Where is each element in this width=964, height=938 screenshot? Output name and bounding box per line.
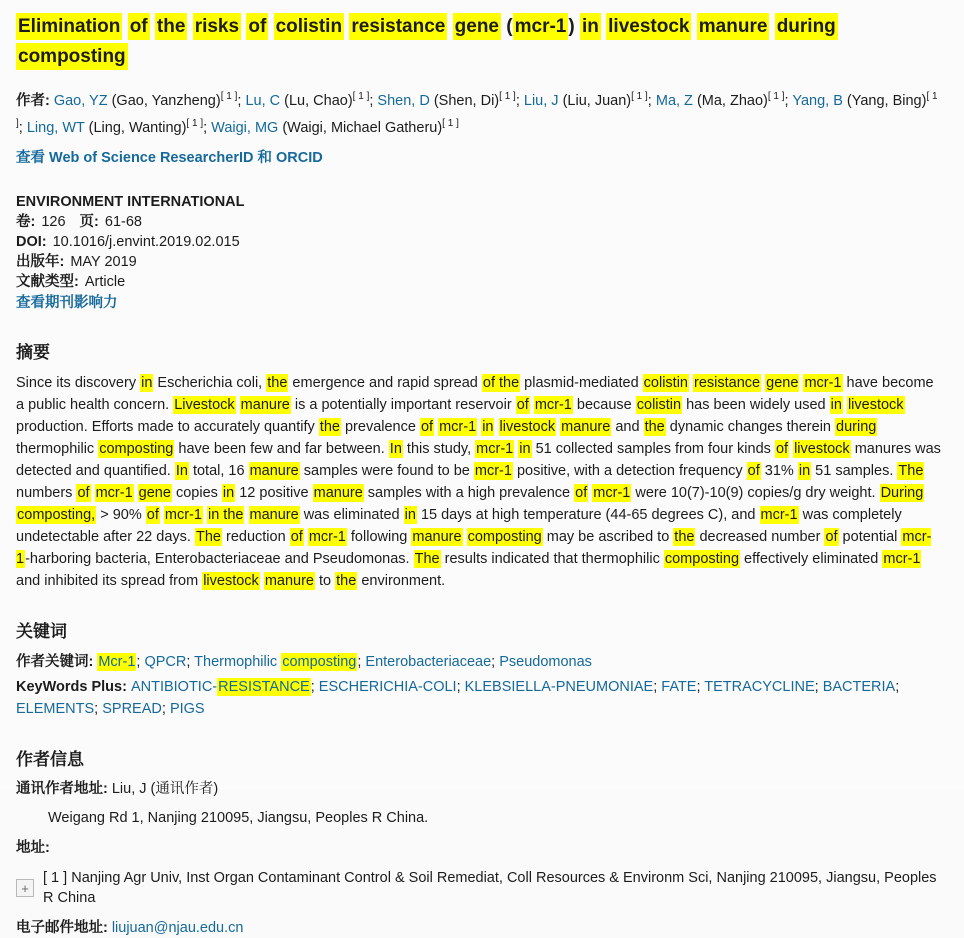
highlighted-term: manure	[249, 463, 299, 479]
highlighted-term: of	[747, 463, 760, 479]
inline-link[interactable]: Ling, WT	[26, 120, 85, 136]
doi-label: DOI:	[16, 234, 47, 250]
text-run: (Gao, Yanzheng)	[107, 93, 221, 109]
researcherid-line	[16, 148, 942, 168]
text-run: )	[568, 16, 580, 37]
text-run: 51 samples.	[811, 463, 898, 479]
authors-label: 作者:	[16, 93, 50, 109]
text-run: ;	[94, 701, 103, 717]
text-run: this study,	[402, 441, 476, 457]
highlighted-term: resistance	[694, 375, 761, 391]
highlighted-term: colistin	[643, 375, 688, 391]
highlighted-term: of	[825, 529, 838, 545]
text-run	[463, 529, 467, 545]
text-run: [ 1 ]	[499, 91, 516, 103]
text-run: (Ling, Wanting)	[84, 120, 187, 136]
text-run: because	[572, 397, 636, 413]
pages-label: 页:	[79, 214, 99, 230]
text-run: may be ascribed to	[542, 529, 674, 545]
inline-link[interactable]: Shen, D	[377, 93, 430, 109]
highlighted-term: of	[575, 485, 588, 501]
inline-link[interactable]: BACTERIA	[822, 679, 896, 695]
highlighted-term: the	[644, 419, 665, 435]
text-run: (Waigi, Michael Gatheru)	[278, 120, 443, 136]
doctype-row	[16, 272, 942, 292]
text-run: [ 1 ]	[220, 91, 238, 103]
text-run: samples were found to be	[299, 463, 474, 479]
text-run	[91, 485, 95, 501]
authors-list	[16, 93, 938, 136]
highlighted-term: mcr-1	[16, 529, 932, 567]
text-run: (Lu, Chao)	[280, 93, 353, 109]
highlighted-term: gene	[766, 375, 799, 391]
text-run: environment.	[357, 573, 446, 589]
highlighted-term: livestock	[606, 13, 691, 40]
highlighted-term: composting	[16, 43, 128, 70]
addresses-line	[16, 838, 942, 858]
volume-label: 卷:	[16, 214, 36, 230]
text-run: ;	[653, 679, 662, 695]
inline-link[interactable]: composting	[282, 654, 357, 670]
highlighted-term: mcr-1	[513, 13, 569, 40]
highlighted-term: of	[128, 13, 150, 40]
keywords-heading: 关键词	[16, 622, 67, 641]
text-run: copies	[171, 485, 222, 501]
highlighted-term: livestock	[499, 419, 556, 435]
highlighted-term: manure	[249, 507, 299, 523]
highlighted-term: In	[175, 463, 188, 479]
highlighted-term: the	[155, 13, 188, 40]
inline-link[interactable]: Mcr-1	[98, 654, 136, 670]
author-keywords-line	[16, 651, 942, 673]
text-run	[268, 16, 273, 37]
inline-link[interactable]: PIGS	[169, 701, 205, 717]
text-run	[122, 16, 127, 37]
journal-title: ENVIRONMENT INTERNATIONAL	[16, 194, 245, 210]
pubyear-label: 出版年:	[16, 254, 65, 270]
text-run: potential	[838, 529, 902, 545]
text-run: ;	[515, 93, 524, 109]
highlighted-term: of	[77, 485, 90, 501]
source-info	[16, 192, 942, 313]
text-run: ;	[895, 679, 900, 695]
text-run: [ 1 ]	[442, 118, 459, 130]
text-run: ;	[186, 654, 195, 670]
text-run	[447, 16, 452, 37]
email-label: 电子邮件地址:	[16, 920, 108, 936]
highlighted-term: In	[389, 441, 402, 457]
text-run: samples with a high prevalence	[363, 485, 575, 501]
highlighted-term: mcr-1	[95, 485, 133, 501]
highlighted-term: in	[222, 485, 235, 501]
text-run: [ 1 ]	[186, 118, 204, 130]
inline-link[interactable]: ESCHERICHIA-COLI	[318, 679, 457, 695]
text-run: ;	[161, 701, 170, 717]
text-run: ;	[310, 679, 319, 695]
highlighted-term: during	[836, 419, 877, 435]
highlighted-term: the	[319, 419, 340, 435]
keywords-plus-line	[16, 676, 942, 720]
inline-link[interactable]: SPREAD	[102, 701, 162, 717]
highlighted-term: manure	[697, 13, 770, 40]
text-run: ;	[456, 679, 465, 695]
text-run	[244, 507, 248, 523]
author-keywords-label: 作者关键词:	[16, 654, 94, 670]
text-run: is a potentially important reservoir	[290, 397, 516, 413]
highlighted-term: manure	[412, 529, 462, 545]
highlighted-term: livestock	[794, 441, 850, 457]
text-run: numbers	[16, 485, 77, 501]
inline-link[interactable]: Lu, C	[245, 93, 281, 109]
text-run: reduction	[221, 529, 290, 545]
corresponding-address-label: 通讯作者地址:	[16, 781, 108, 797]
inline-link[interactable]: Thermophilic	[194, 654, 282, 670]
text-run: decreased number	[695, 529, 825, 545]
text-run: Escherichia coli,	[153, 375, 267, 391]
highlighted-term: gene	[453, 13, 501, 40]
inline-link[interactable]: TETRACYCLINE	[704, 679, 815, 695]
text-run: 51 collected samples from four kinds	[531, 441, 775, 457]
highlighted-term: The	[414, 551, 440, 567]
highlighted-term: of	[290, 529, 303, 545]
addresses-label: 地址:	[16, 840, 50, 856]
text-run: was eliminated	[299, 507, 404, 523]
inline-link[interactable]: ANTIBIOTIC-	[130, 679, 218, 695]
text-run: [ 1 ]	[767, 91, 785, 103]
highlighted-term: in	[519, 441, 531, 457]
doctype-value: Article	[84, 274, 126, 290]
highlighted-term: in	[798, 463, 811, 479]
keywords-plus-label: KeyWords Plus:	[16, 679, 127, 695]
text-run: were 10(7)-10(9) copies/g dry weight.	[631, 485, 880, 501]
highlighted-term: in	[580, 13, 601, 40]
highlighted-term: of the	[482, 375, 520, 391]
highlighted-term: Elimination	[16, 13, 122, 40]
highlighted-term: The	[898, 463, 924, 479]
text-run: have become a public health concern.	[16, 375, 934, 413]
highlighted-term: of	[420, 419, 434, 435]
author-info-heading: 作者信息	[16, 750, 84, 769]
highlighted-term: composting	[99, 441, 174, 457]
highlighted-term: during	[775, 13, 838, 40]
text-run: ;	[696, 679, 705, 695]
text-run: (Yang, Bing)	[842, 93, 927, 109]
text-run: ;	[784, 93, 793, 109]
pubyear-row	[16, 252, 942, 272]
text-run: have been few and far between.	[174, 441, 389, 457]
text-run: 15 days at high temperature (44-65 degrees C), and	[416, 507, 760, 523]
pubyear-value: MAY 2019	[70, 254, 137, 270]
inline-link[interactable]: Pseudomonas	[499, 654, 592, 670]
text-run	[494, 419, 498, 435]
text-run: prevalence	[340, 419, 420, 435]
text-run: [ 1 ]	[352, 91, 370, 103]
text-run: ;	[203, 120, 212, 136]
highlighted-term: manure	[264, 573, 314, 589]
text-run: ;	[369, 93, 378, 109]
volume-value: 126	[41, 214, 66, 230]
text-run: manures was detected and quantified.	[16, 441, 941, 479]
highlighted-term: composting	[467, 529, 542, 545]
address-item-1	[16, 868, 942, 908]
highlighted-term: in	[830, 397, 842, 413]
text-run: ;	[491, 654, 500, 670]
journal-impact-link[interactable]: 查看期刊影响力	[16, 295, 118, 311]
text-run: emergence and rapid spread	[288, 375, 482, 391]
text-run: was completely undetectable after 22 days.	[16, 507, 902, 545]
highlighted-term: During	[880, 485, 924, 501]
text-run: and inhibited its spread from	[16, 573, 203, 589]
highlighted-term: resistance	[349, 13, 447, 40]
inline-link[interactable]: Ma, Z	[655, 93, 693, 109]
text-run: results indicated that thermophilic	[440, 551, 664, 567]
corresponding-author-value: Liu, J (通讯作者)	[111, 781, 219, 797]
text-run: ;	[357, 654, 366, 670]
highlighted-term: in the	[207, 507, 244, 523]
inline-link[interactable]: Enterobacteriaceae	[365, 654, 492, 670]
abstract-heading: 摘要	[16, 343, 50, 362]
highlighted-term: gene	[138, 485, 171, 501]
highlighted-term: mcr-1	[474, 463, 512, 479]
doctype-label: 文献类型:	[16, 274, 79, 290]
highlighted-term: composting	[664, 551, 740, 567]
inline-link[interactable]: KLEBSIELLA-PNEUMONIAE	[464, 679, 654, 695]
address-value: Nanjing Agr Univ, Inst Organ Contaminant Control & Soil Remediat, Coll Resources & Environm Sci, Nanjing 210095, Jiangsu, Peoples R China	[43, 870, 937, 906]
text-run: production. Efforts made to accurately quantify	[16, 419, 319, 435]
text-run: plasmid-mediated	[520, 375, 643, 391]
text-run: (Liu, Juan)	[558, 93, 632, 109]
highlighted-term: of	[146, 507, 159, 523]
highlighted-term: in	[482, 419, 494, 435]
text-run: to	[315, 573, 336, 589]
text-run: dynamic changes therein	[665, 419, 836, 435]
highlighted-term: mcr-1	[534, 397, 572, 413]
corresponding-street-address: Weigang Rd 1, Nanjing 210095, Jiangsu, Peoples R China.	[48, 810, 429, 826]
text-run: and	[611, 419, 644, 435]
text-run	[769, 16, 774, 37]
highlighted-term: the	[674, 529, 695, 545]
text-run: Since its discovery	[16, 375, 141, 391]
expand-address-button[interactable]: +	[16, 879, 34, 897]
email-link[interactable]: liujuan@njau.edu.cn	[111, 920, 244, 936]
highlighted-term: colistin	[636, 397, 682, 413]
doi-row	[16, 232, 942, 252]
text-run: ;	[647, 93, 656, 109]
highlighted-term: mcr-1	[476, 441, 514, 457]
text-run: following	[346, 529, 412, 545]
highlighted-term: manure	[313, 485, 363, 501]
inline-link[interactable]: QPCR	[144, 654, 187, 670]
highlighted-term: The	[195, 529, 221, 545]
text-run: ;	[814, 679, 823, 695]
abstract-text	[16, 372, 942, 592]
highlighted-term: mcr-1	[164, 507, 202, 523]
text-run: (Ma, Zhao)	[692, 93, 768, 109]
text-run: 12 positive	[235, 485, 313, 501]
highlighted-term: mcr-1	[308, 529, 346, 545]
highlighted-term: colistin	[274, 13, 345, 40]
highlighted-term: the	[336, 573, 357, 589]
highlighted-term: manure	[561, 419, 611, 435]
text-run: positive, with a detection frequency	[512, 463, 747, 479]
author-keywords-list	[97, 653, 592, 671]
text-run: effectively eliminated	[740, 551, 883, 567]
inline-link[interactable]: Gao, YZ	[53, 93, 108, 109]
text-run	[691, 16, 696, 37]
highlighted-term: risks	[193, 13, 241, 40]
pages-value: 61-68	[104, 214, 142, 230]
inline-link[interactable]: ELEMENTS	[16, 701, 95, 717]
researcherid-orcid-link[interactable]: 查看 Web of Science ResearcherID 和 ORCID	[16, 150, 323, 166]
highlighted-term: livestock	[847, 397, 904, 413]
text-run: has been widely used	[682, 397, 830, 413]
highlighted-term: the	[267, 375, 288, 391]
volume-pages-row	[16, 212, 942, 232]
text-run: (Shen, Di)	[429, 93, 500, 109]
text-run: thermophilic	[16, 441, 99, 457]
highlighted-term: manure	[240, 397, 290, 413]
text-run: [ 1 ]	[16, 91, 938, 130]
highlighted-term: in	[404, 507, 416, 523]
text-run: total, 16	[188, 463, 249, 479]
text-run: ;	[237, 93, 246, 109]
highlighted-term: of	[775, 441, 789, 457]
text-run	[187, 16, 192, 37]
highlighted-term: mcr-1	[883, 551, 921, 567]
address-number: [ 1 ]	[43, 870, 68, 886]
article-title	[16, 12, 942, 72]
highlighted-term: mcr-1	[760, 507, 798, 523]
keywords-plus-list	[16, 678, 899, 717]
highlighted-term: composting,	[17, 507, 96, 523]
text-run: > 90%	[96, 507, 146, 523]
authors-line	[16, 88, 942, 142]
text-run: [ 1 ]	[631, 91, 648, 103]
highlighted-term: of	[516, 397, 529, 413]
text-run: 31%	[760, 463, 798, 479]
highlighted-term: mcr-1	[439, 419, 477, 435]
text-run: -harboring bacteria, Enterobacteriaceae and Pseudomonas.	[25, 551, 414, 567]
highlighted-term: livestock	[203, 573, 259, 589]
inline-link[interactable]: Liu, J	[523, 93, 559, 109]
highlighted-term: mcr-1	[804, 375, 842, 391]
inline-link[interactable]: RESISTANCE	[218, 679, 310, 695]
address-text	[43, 868, 942, 908]
highlighted-term: mcr-1	[593, 485, 631, 501]
corresponding-address-line	[16, 779, 942, 799]
highlighted-term: in	[141, 375, 153, 391]
doi-value: 10.1016/j.envint.2019.02.015	[52, 234, 240, 250]
email-line	[16, 918, 942, 938]
text-run: ;	[18, 120, 27, 136]
inline-link[interactable]: Waigi, MG	[211, 120, 279, 136]
inline-link[interactable]: FATE	[661, 679, 697, 695]
impact-line	[16, 293, 942, 313]
inline-link[interactable]: Yang, B	[792, 93, 843, 109]
text-run: ;	[136, 654, 145, 670]
highlighted-term: of	[246, 13, 268, 40]
highlighted-term: Livestock	[174, 397, 235, 413]
text-run: (	[501, 16, 513, 37]
